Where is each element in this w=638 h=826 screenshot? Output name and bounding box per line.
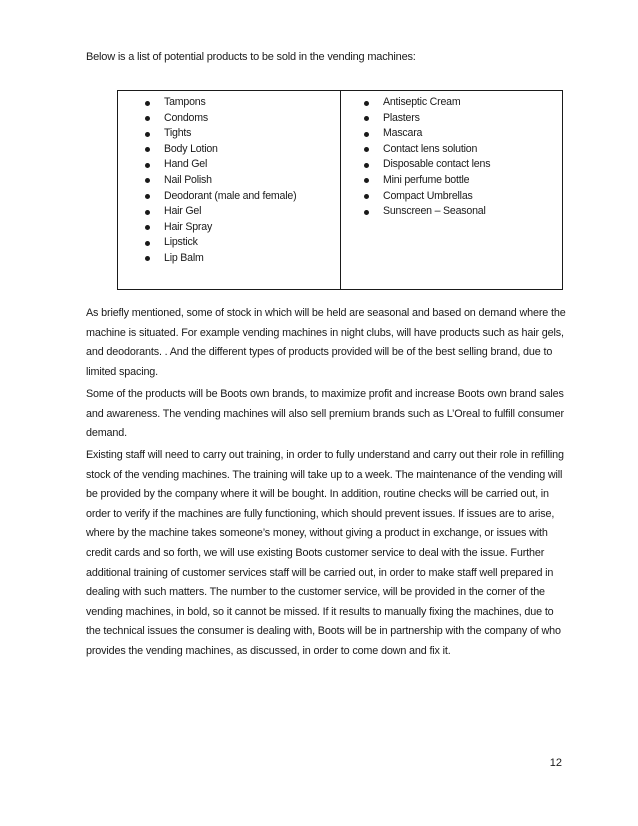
intro-text: Below is a list of potential products to be sold in the vending machines: (86, 51, 416, 63)
bullet-icon (145, 116, 150, 121)
product-column-right (341, 91, 563, 290)
list-item (341, 126, 562, 142)
list-item (118, 111, 340, 127)
page-number: 12 (549, 757, 562, 769)
list-item (118, 189, 340, 205)
bullet-icon (364, 132, 369, 137)
product-name: Hair Gel (164, 205, 202, 218)
bullet-icon (145, 101, 150, 106)
bullet-icon (145, 163, 150, 168)
list-item (341, 204, 562, 220)
product-name: Tights (164, 127, 192, 140)
list-item (118, 173, 340, 189)
product-name: Compact Umbrellas (383, 189, 473, 202)
list-item (118, 126, 340, 142)
list-item (118, 235, 340, 251)
bullet-icon (364, 178, 369, 183)
product-name: Nail Polish (164, 173, 212, 186)
product-name: Plasters (383, 111, 420, 124)
bullet-icon (145, 210, 150, 215)
bullet-icon (364, 194, 369, 199)
paragraph-staff-training: Existing staff will need to carry out training, in order to fully understand and carry out their role in refilling stock of the vending machines. The training will take up to a week. The maintenance of the vending will be provided by the company where it will be bought. In addition, routine checks will be carried out, in order to verify if the machines are fully functioning, which should prevent issues. If issues are to arise, where by the machine takes someone’s money, without giving a product in exchange, or issues with credit cards and so forth, we will use existing Boots customer service to deal with the issue. Further additional training of customer services staff will be carried out, in order to make staff well prepared in dealing with such matters. The number to the customer service, will be provided in the corner of the vending machines, in bold, so it cannot be missed. If it results to manually fixing the machines, due to the technical issues the consumer is dealing with, Boots will be in partnership with the company of who provides the vending machines, as discussed, in order to come down and fix it. (86, 449, 564, 657)
product-name: Body Lotion (164, 142, 218, 155)
product-name: Hair Spray (164, 220, 213, 233)
bullet-icon (364, 163, 369, 168)
list-item (118, 251, 340, 267)
product-column-left (118, 91, 341, 290)
list-item (341, 157, 562, 173)
bullet-icon (364, 116, 369, 121)
bullet-icon (364, 210, 369, 215)
bullet-icon (364, 147, 369, 152)
product-name: Mascara (383, 127, 423, 140)
list-item (118, 142, 340, 158)
list-item (118, 220, 340, 236)
bullet-icon (145, 147, 150, 152)
list-item (118, 95, 340, 111)
list-item (341, 189, 562, 205)
bullet-icon (145, 132, 150, 137)
product-name: Contact lens solution (383, 142, 478, 155)
bullet-icon (145, 178, 150, 183)
bullet-icon (145, 241, 150, 246)
bullet-icon (145, 225, 150, 230)
product-name: Disposable contact lens (383, 158, 491, 171)
bullet-icon (145, 256, 150, 261)
product-name: Antiseptic Cream (383, 96, 461, 108)
bullet-icon (145, 194, 150, 199)
list-item (341, 111, 562, 127)
list-item (118, 157, 340, 173)
list-item (341, 173, 562, 189)
product-name: Mini perfume bottle (383, 173, 470, 186)
bullet-icon (364, 101, 369, 106)
product-name: Hand Gel (164, 158, 208, 171)
product-name: Tampons (164, 96, 206, 108)
product-name: Lip Balm (164, 251, 204, 264)
product-list-table (117, 90, 563, 290)
product-name: Lipstick (164, 236, 198, 249)
list-item (341, 142, 562, 158)
list-item (341, 95, 562, 111)
paragraph-own-brands: Some of the products will be Boots own brands, to maximize profit and increase Boots own brand sales and awareness. The vending machines will also sell premium brands such as L’Oreal to fulfill consumer demand. (86, 388, 564, 440)
product-name: Sunscreen – Seasonal (383, 205, 486, 218)
product-name: Deodorant (male and female) (164, 189, 297, 202)
list-item (118, 204, 340, 220)
product-name: Condoms (164, 111, 208, 124)
paragraph-seasonal-stock: As briefly mentioned, some of stock in which will be held are seasonal and based on demand where the machine is situated. For example vending machines in night clubs, will have products such as hair gels, and deodorants. . And the different types of products provided will be of the best selling brand, due to limited spacing. (86, 307, 566, 378)
